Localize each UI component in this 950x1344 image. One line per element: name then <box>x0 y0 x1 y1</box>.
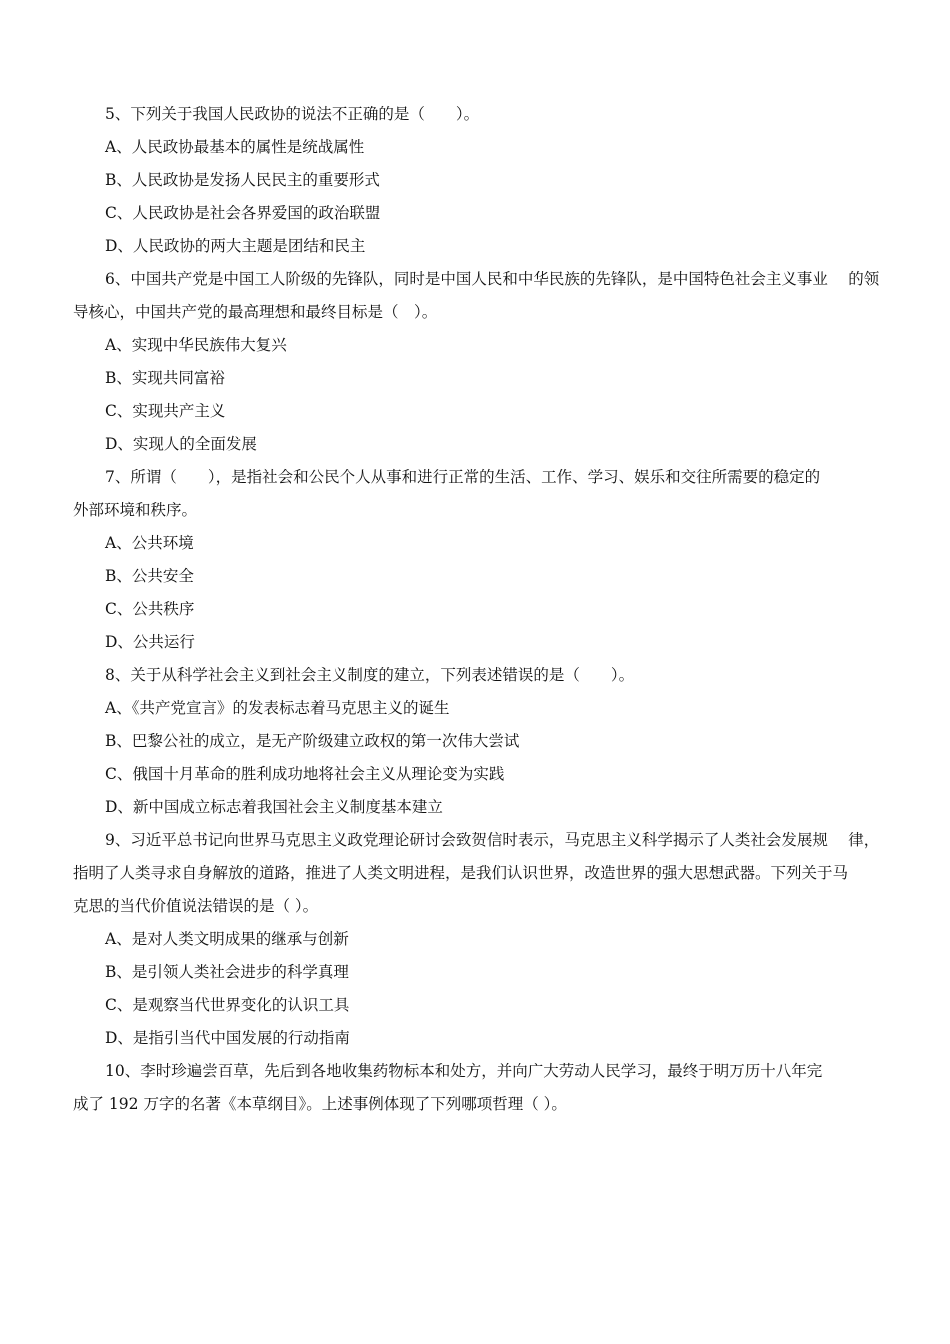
q5-option-d: D、人民政协的两大主题是团结和民主 <box>105 237 366 255</box>
q9-stem-line3: 克思的当代价值说法错误的是（ ）。 <box>73 897 319 915</box>
q6-option-b: B、实现共同富裕 <box>105 369 225 387</box>
q8-option-b: B、巴黎公社的成立，是无产阶级建立政权的第一次伟大尝试 <box>105 732 520 750</box>
q8-stem: 8、关于从科学社会主义到社会主义制度的建立，下列表述错误的是（ ）。 <box>105 666 635 684</box>
q8-option-c: C、俄国十月革命的胜利成功地将社会主义从理论变为实践 <box>105 765 505 783</box>
q5-stem: 5、下列关于我国人民政协的说法不正确的是（ ）。 <box>105 105 480 123</box>
q7-option-a: A、公共环境 <box>105 534 194 552</box>
q6-option-d: D、实现人的全面发展 <box>105 435 257 453</box>
q5-option-b: B、人民政协是发扬人民民主的重要形式 <box>105 171 380 189</box>
q9-stem-line1: 9、习近平总书记向世界马克思主义政党理论研讨会致贺信时表示，马克思主义科学揭示了人类社会发展规 律， <box>105 831 880 849</box>
q6-option-a: A、实现中华民族伟大复兴 <box>105 336 287 354</box>
q9-stem-line2: 指明了人类寻求自身解放的道路，推进了人类文明进程，是我们认识世界，改造世界的强大思想武器。下列关于马 <box>73 864 849 882</box>
q7-stem-line2: 外部环境和秩序。 <box>73 501 198 519</box>
q9-option-a: A、是对人类文明成果的继承与创新 <box>105 930 349 948</box>
q6-option-c: C、实现共产主义 <box>105 402 226 420</box>
q8-option-d: D、新中国成立标志着我国社会主义制度基本建立 <box>105 798 443 816</box>
q7-option-d: D、公共运行 <box>105 633 195 651</box>
q7-option-b: B、公共安全 <box>105 567 194 585</box>
q10-stem-line2: 成了 192 万字的名著《本草纲目》。上述事例体现了下列哪项哲理（ ）。 <box>73 1095 567 1113</box>
q6-stem-line1: 6、中国共产党是中国工人阶级的先锋队，同时是中国人民和中华民族的先锋队，是中国特色社会主义事业 的领 <box>105 270 880 288</box>
q7-stem-line1: 7、所谓（ ），是指社会和公民个人从事和进行正常的生活、工作、学习、娱乐和交往所需要的稳定的 <box>105 468 821 486</box>
q7-option-c: C、公共秩序 <box>105 600 195 618</box>
q5-option-c: C、人民政协是社会各界爱国的政治联盟 <box>105 204 381 222</box>
q6-stem-line2: 导核心，中国共产党的最高理想和最终目标是（ ）。 <box>73 303 438 321</box>
q9-option-b: B、是引领人类社会进步的科学真理 <box>105 963 349 981</box>
q9-option-c: C、是观察当代世界变化的认识工具 <box>105 996 350 1014</box>
q8-option-a: A、《共产党宣言》的发表标志着马克思主义的诞生 <box>105 699 450 717</box>
q9-option-d: D、是指引当代中国发展的行动指南 <box>105 1029 350 1047</box>
q10-stem-line1: 10、李时珍遍尝百草，先后到各地收集药物标本和处方，并向广大劳动人民学习，最终于明万历十八年完 <box>105 1062 823 1080</box>
q5-option-a: A、人民政协最基本的属性是统战属性 <box>105 138 365 156</box>
